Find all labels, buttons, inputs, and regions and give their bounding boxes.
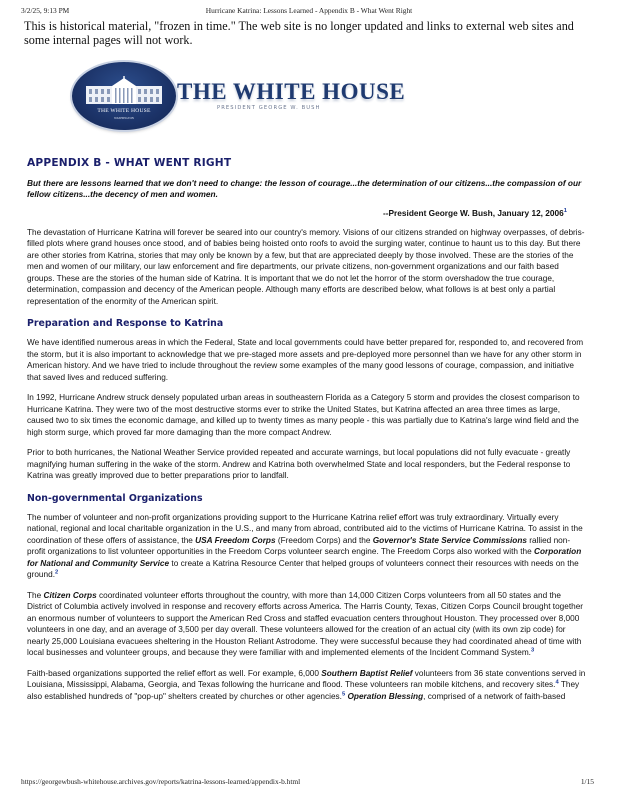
org-name: Governor's State Service Commissions [372, 535, 527, 545]
org-name: Corporation for National and Community Service [27, 547, 582, 568]
paragraph: We have identified numerous areas in which the Federal, State and local governments could have better prepared for, responded to, and recovered from the storm, but it is also important to acknowledge that we pre-staged more assets and pre-deployed more personnel than we have for any other storm in American history. And we have tried to include throughout the review some examples of the many good lessons of courage, compassion, and initiative that saved lives and reduced suffering. [27, 338, 584, 382]
intro-paragraph: The devastation of Hurricane Katrina will forever be seared into our country's memory. Visions of our citizens stranded on highway overpasses, of debris-filled plots where grand houses once stood, and of babies being hoisted onto roofs to avoid the surging water, continue to haunt us to this day. But there are other stories from Katrina, stories that may only be known by a few, but that are appreciated deeply by those involved. These are the stories of the men and women of our military, our law enforcement and fire departments, our private citizens, non-government organizations and our faith based groups. These are the stories of the human side of Katrina. It is important that we do not let the horror of the storm overshadow the true courage, determination, compassion and decency of the American people. Although many efforts are described below, what follows is at best only a partial representation of the enormity of the American spirit. [27, 227, 585, 306]
paragraph: In 1992, Hurricane Andrew struck densely populated urban areas in southeastern Florida as a Category 5 storm and provides the closest comparison to Hurricane Katrina. They were two of the most destructive storms ever to strike the United States, but Katrina affected an area three times as large, caused two to six times the economic damage, and killed up to twenty times as many people - this was partially due to Katrina's large wind field and the high storm surge, which proved far more damaging than the more compact Andrew. [27, 393, 580, 437]
section-heading-preparation: Preparation and Response to Katrina [27, 318, 224, 330]
opening-quote: But there are lessons learned that we don't need to change: the lesson of courage...the determination of our citizens...the compassion of our fellow citizens...the decency of men and women. [27, 178, 582, 200]
paragraph: The Citizen Corps coordinated volunteer efforts throughout the country, with more than 14,000 Citizen Corps volunteers from all 50 states and the District of Columbia actively involved in response and recovery efforts across America. The Harris County, Texas, Citizen Corps Council brought together an enormous number of volunteers to support the American Red Cross and staffed evacuation centers throughout Houston. They processed over 8,000 volunteers in one day, and an average of 3,500 per day overall. These volunteers allowed for the creation of an actual city (with its own zip code) for nearly 25,000 Louisiana evacuees sheltering in the Houston Reliant Astrodome. They were successful because they had coordinated ahead of time with local businesses and volunteer groups, and because they were familiar with and implemented elements of the Incident Command System.$^3$ [27, 590, 584, 658]
archive-notice: This is historical material, "frozen in time." The web site is no longer updated and links to external web sites and some internal pages will not work. [24, 19, 574, 47]
org-name: Operation Blessing [347, 691, 424, 701]
white-house-seal-icon [72, 62, 176, 130]
quote-attribution [27, 208, 587, 218]
seal-label: THE WHITE HOUSE [97, 108, 151, 114]
page-number: 1/15 [580, 777, 594, 786]
section-heading-ngo: Non-governmental Organizations [27, 492, 203, 504]
page-title: APPENDIX B - WHAT WENT RIGHT [27, 157, 232, 169]
footnote-link-4[interactable]: 4 [555, 679, 559, 686]
print-url: https://georgewbush-whitehouse.archives.gov/reports/katrina-lessons-learned/appendix-b.html [21, 777, 301, 786]
white-house-building-icon [86, 76, 162, 106]
paragraph: Faith-based organizations supported the relief effort as well. For example, 6,000 Southern Baptist Relief volunteers from 36 state conventions served in Louisiana, Mississippi, Alabama, Georgia, and Texas following the hurricane and flood. These volunteers ran mobile kitchens, and recovery sites.$^4$ They also established hundreds of "pop-up" shelters created by churches or other agencies.$^5$ Operation Blessing, comprised of a network of faith-based [27, 668, 586, 701]
org-name: Southern Baptist Relief [321, 668, 413, 678]
print-page-title: Hurricane Katrina: Lessons Learned - Appendix B - What Went Right [205, 6, 413, 15]
site-subtitle: PRESIDENT GEORGE W. BUSH [217, 105, 321, 111]
footnote-link-5[interactable]: 5 [341, 691, 346, 698]
footnote-link-3[interactable]: 3 [530, 647, 535, 654]
footnote-link-1[interactable]: 1 [563, 208, 567, 215]
footnote-link-2[interactable]: 2 [54, 569, 59, 576]
org-name: USA Freedom Corps [195, 535, 276, 545]
seal-sublabel: WASHINGTON [114, 116, 134, 120]
attribution-text: --President George W. Bush, January 12, 2006 [383, 207, 564, 218]
white-house-banner[interactable] [72, 62, 432, 134]
site-wordmark: THE WHITE HOUSE [177, 79, 406, 104]
print-datetime: 3/2/25, 9:13 PM [21, 6, 70, 15]
article [27, 157, 587, 702]
paragraph: The number of volunteer and non-profit organizations providing support to the Hurricane Katrina relief effort was truly extraordinary. Virtually every national, regional and local charitable organization in the U.S., and many from abroad, contributed aid to the victims of Hurricane Katrina. To assist in the coordination of these offers of assistance, the USA Freedom Corps (Freedom Corps) and the Governor's State Service Commissions rallied non-profit organizations to list volunteer opportunities in the Freedom Corps volunteer search engine. The Freedom Corps also worked with the Corporation for National and Community Service to create a Katrina Resource Center that helped groups of volunteers connect their resources with needs on the ground.$^2$ [27, 512, 583, 580]
print-header [0, 6, 618, 18]
paragraph: Prior to both hurricanes, the National Weather Service provided repeated and accurate warnings, but local populations did not fully evacuate - greatly magnifying human suffering in the wake of the storm. Andrew and Katrina both overwhelmed State and local responders, but the Federal response to Katrina was greatly improved due to better preparations prior to landfall. [27, 448, 571, 481]
org-name: Citizen Corps [43, 590, 97, 600]
print-footer [0, 777, 618, 789]
